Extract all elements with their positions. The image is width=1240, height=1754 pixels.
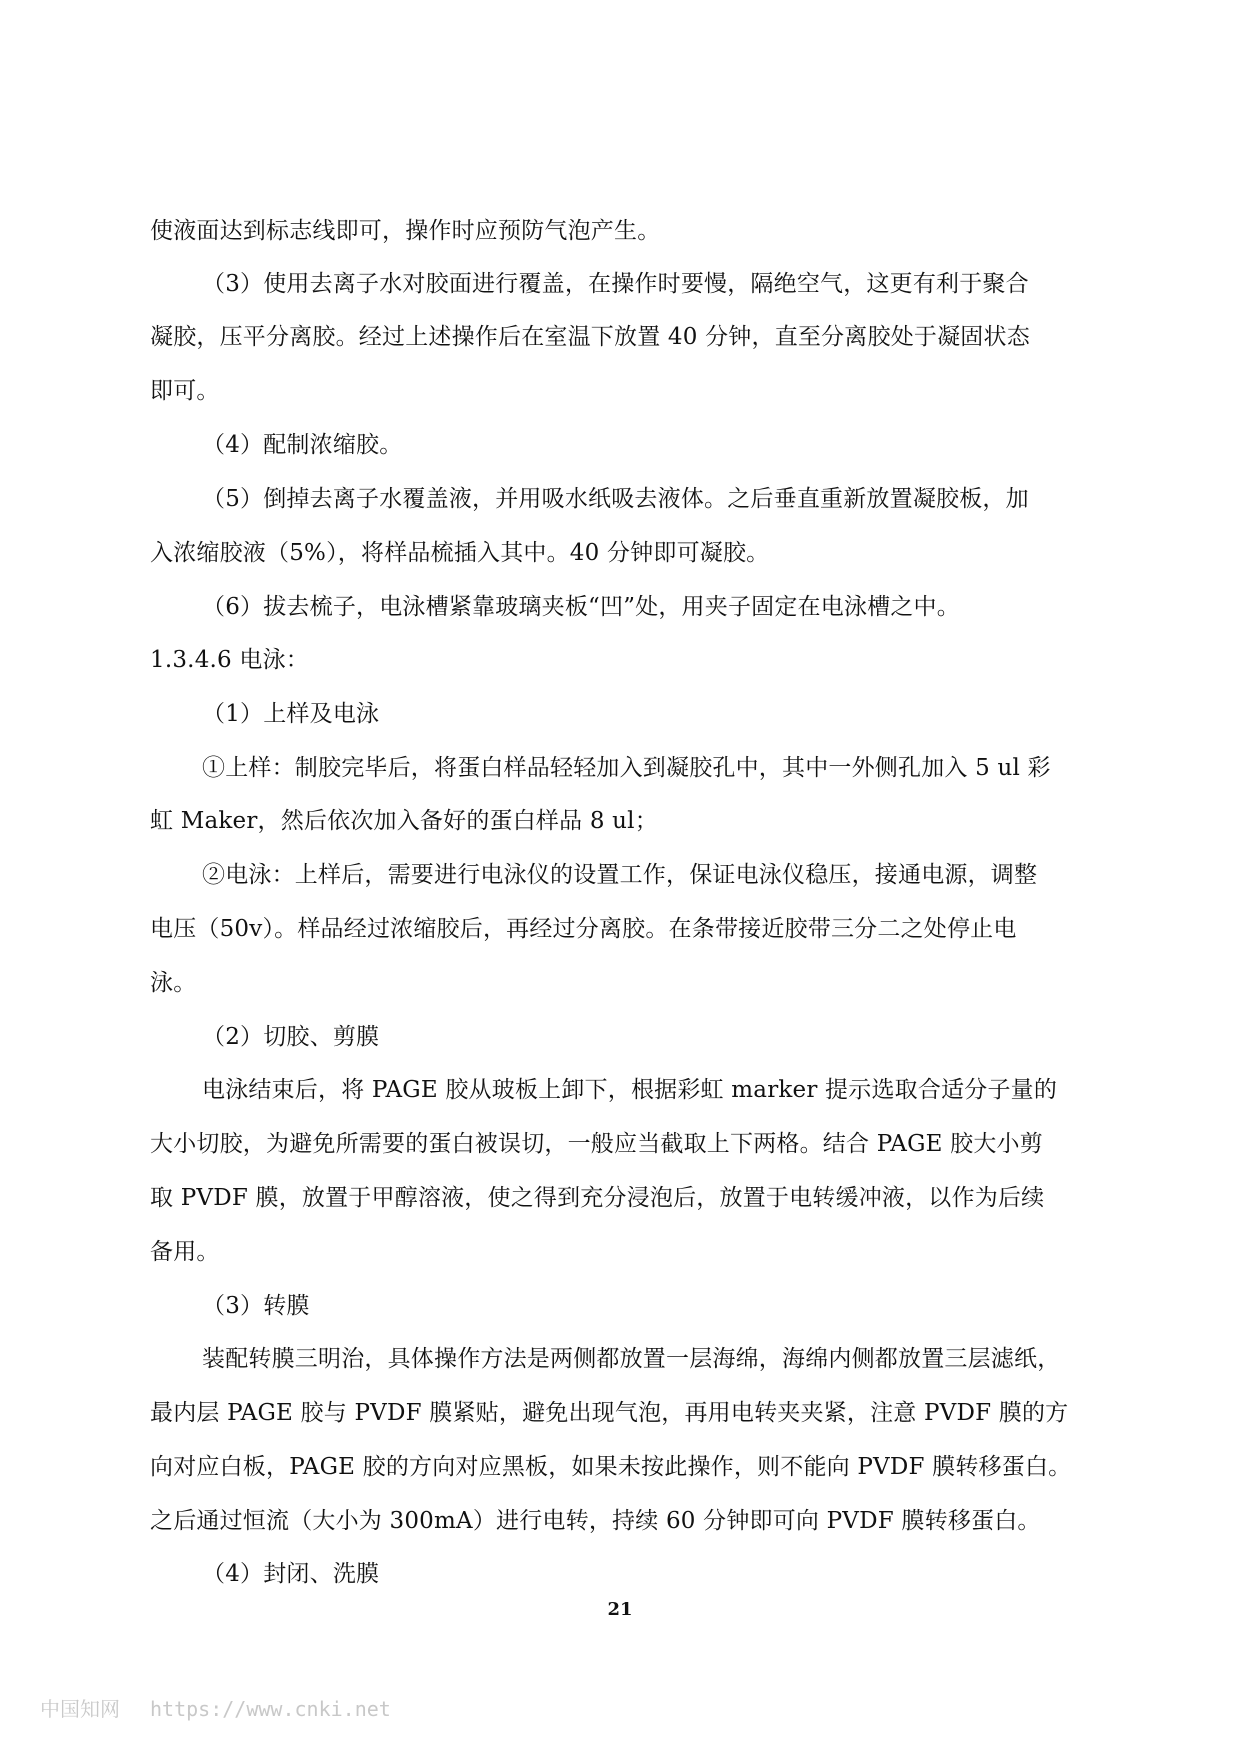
text-line: 备用。 [150, 1239, 220, 1265]
text-line: （4）封闭、洗膜 [202, 1561, 380, 1587]
text-line: 即可。 [150, 378, 220, 404]
watermark [40, 1696, 391, 1722]
text-line: （4）配制浓缩胶。 [202, 432, 403, 458]
text-line: （2）切胶、剪膜 [202, 1024, 380, 1050]
text-line: 向对应白板，PAGE 胶的方向对应黑板，如果未按此操作，则不能向 PVDF 膜转移蛋白。 [150, 1454, 1072, 1480]
text-line: （3）使用去离子水对胶面进行覆盖，在操作时要慢，隔绝空气，这更有利于聚合 [202, 271, 1029, 297]
text-line: 取 PVDF 膜，放置于甲醇溶液，使之得到充分浸泡后，放置于电转缓冲液，以作为后续 [150, 1185, 1045, 1211]
watermark-site-name: 中国知网 [40, 1697, 120, 1721]
text-line: 之后通过恒流（大小为 300mA）进行电转，持续 60 分钟即可向 PVDF 膜转移蛋白。 [150, 1508, 1041, 1534]
text-line: 电泳结束后，将 PAGE 胶从玻板上卸下，根据彩虹 marker 提示选取合适分子量的 [202, 1077, 1058, 1103]
text-line: ①上样：制胶完毕后，将蛋白样品轻轻加入到凝胶孔中，其中一外侧孔加入 5 ul 彩 [202, 755, 1051, 781]
page-number: 21 [607, 1599, 633, 1620]
text-line: （5）倒掉去离子水覆盖液，并用吸水纸吸去液体。之后垂直重新放置凝胶板，加 [202, 486, 1029, 512]
text-line: （1）上样及电泳 [202, 701, 380, 727]
text-line: 入浓缩胶液（5%），将样品梳插入其中。40 分钟即可凝胶。 [150, 540, 770, 566]
text-line: 凝胶，压平分离胶。经过上述操作后在室温下放置 40 分钟，直至分离胶处于凝固状态 [150, 324, 1030, 350]
text-line: ②电泳：上样后，需要进行电泳仪的设置工作，保证电泳仪稳压，接通电源，调整 [202, 862, 1038, 888]
text-line: 泳。 [150, 970, 197, 996]
text-line: 装配转膜三明治，具体操作方法是两侧都放置一层海绵，海绵内侧都放置三层滤纸， [202, 1346, 1061, 1372]
text-line: （3）转膜 [202, 1293, 310, 1319]
text-line: 最内层 PAGE 胶与 PVDF 膜紧贴，避免出现气泡，再用电转夹夹紧，注意 PVDF 膜的方 [150, 1400, 1069, 1426]
text-line: 使液面达到标志线即可，操作时应预防气泡产生。 [150, 218, 661, 244]
watermark-url: https://www.cnki.net [150, 1697, 391, 1721]
text-line: 大小切胶，为避免所需要的蛋白被误切，一般应当截取上下两格。结合 PAGE 胶大小剪 [150, 1131, 1043, 1157]
text-line: （6）拔去梳子，电泳槽紧靠玻璃夹板“凹”处，用夹子固定在电泳槽之中。 [202, 594, 960, 620]
text-line: 电压（50v）。样品经过浓缩胶后，再经过分离胶。在条带接近胶带三分二之处停止电 [150, 916, 1017, 942]
text-line: 虹 Maker，然后依次加入备好的蛋白样品 8 ul； [150, 808, 658, 834]
section-heading: 1.3.4.6 电泳： [150, 647, 309, 673]
